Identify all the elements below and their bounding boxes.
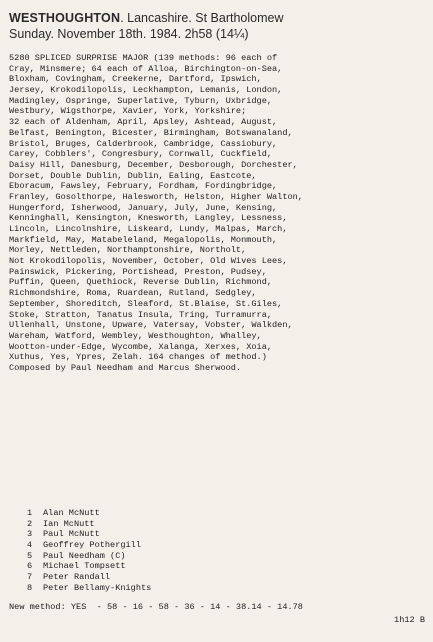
details-line: Dorset, Double Dublin, Dublin, Ealing, Eastcote, (9, 170, 257, 181)
peal-header (9, 10, 429, 42)
ringer-row (27, 508, 327, 519)
ringer-name: Michael Tompsett (43, 561, 126, 572)
bell-number: 4 (27, 540, 33, 551)
ringer-row (27, 572, 327, 583)
details-line: Kenninghall, Kensington, Knesworth, Langley, Lessness, (9, 213, 288, 224)
ringer-name: Ian McNutt (43, 518, 95, 529)
details-line: Westbury, Wigsthorpe, Xavier, York, Yorkshire; (9, 106, 247, 117)
details-line: Bloxham, Covingham, Creekerne, Dartford, Ipswich, (9, 74, 262, 85)
peal-details (9, 53, 427, 374)
bell-number: 8 (27, 582, 33, 593)
details-line: Wootton-under-Edge, Wycombe, Xalanga, Xerxes, Xoia, (9, 341, 273, 352)
ringer-name: Peter Randall (43, 572, 111, 583)
ringer-row (27, 540, 327, 551)
details-line: Bristol, Bruges, Calderbrook, Cambridge, Cassiobury, (9, 138, 278, 149)
details-line: Jersey, Krokodilopolis, Leckhampton, Lemanis, London, (9, 85, 283, 96)
band-list (27, 508, 327, 594)
bell-number: 2 (27, 518, 33, 529)
reference-code: 1h12 B (394, 615, 425, 625)
peal-footer (9, 602, 427, 625)
details-line: Madingley, Ospringe, Superlative, Tyburn, Uxbridge, (9, 95, 273, 106)
ringer-row (27, 519, 327, 530)
details-line: Stoke, Stratton, Tanatus Insula, Tring, Turramurra, (9, 309, 273, 320)
details-line: Ullenhall, Unstone, Upware, Vatersay, Vobster, Walkden, (9, 320, 293, 331)
details-line: Composed by Paul Needham and Marcus Sherwood. (9, 362, 242, 373)
details-line: Hungerford, Isherwood, January, July, June, Kensing, (9, 202, 278, 213)
date-line: Sunday. November 18th. 1984. 2h58 (14¼) (9, 27, 249, 41)
details-line: 5280 SPLICED SURPRISE MAJOR (139 methods: 96 each of (9, 53, 278, 63)
details-line: Belfast, Benington, Bicester, Birmingham, Botswanaland, (9, 127, 293, 138)
ringer-name: Alan McNutt (43, 508, 100, 518)
details-line: Xuthus, Yes, Ypres, Zelah. 164 changes of method.) (9, 352, 267, 363)
details-line: Puffin, Queen, Quethiock, Reverse Dublin, Richmond, (9, 277, 273, 288)
bell-number: 6 (27, 561, 33, 572)
details-line: Franley, Gosolthorpe, Halesworth, Helston, Higher Walton, (9, 191, 303, 202)
ringer-row (27, 583, 327, 594)
bell-number: 1 (27, 508, 33, 518)
ringer-row (27, 529, 327, 540)
bell-number: 5 (27, 550, 33, 561)
details-line: Eboracum, Fawsley, February, Fordham, Fordingbridge, (9, 181, 278, 192)
details-line: September, Shoreditch, Sleaford, St.Blaise, St.Giles, (9, 298, 283, 309)
ringer-row (27, 561, 327, 572)
details-line: Morley, Nettleden, Northamptonshire, Northolt, (9, 245, 247, 256)
details-line: Carey, Cobblers', Congresbury, Cornwall, Cuckfield, (9, 149, 273, 160)
details-line: Daisy Hill, Danesburg, December, Desborough, Dorchester, (9, 159, 298, 170)
details-line: Lincoln, Lincolnshire, Liskeard, Lundy, Malpas, March, (9, 224, 288, 234)
town-name: WESTHOUGHTON (9, 11, 121, 25)
ringer-name: Peter Bellamy-Knights (43, 582, 152, 593)
new-method-line: New method: YES - 58 - 16 - 58 - 36 - 14 - 38.14 - 14.78 (9, 602, 303, 612)
ringer-row (27, 551, 327, 562)
details-line: Markfield, May, Matabeleland, Megalopolis, Monmouth, (9, 234, 278, 245)
ringer-name: Geoffrey Pothergill (43, 540, 141, 551)
venue-line (9, 10, 429, 26)
bell-number: 7 (27, 572, 33, 583)
ringer-name: Paul McNutt (43, 529, 100, 540)
county-and-church: . Lancashire. St Bartholomew (120, 11, 284, 25)
details-line: Richmondshire, Roma, Ruardean, Rutland, Sedgley, (9, 288, 257, 299)
details-line: Painswick, Pickering, Portishead, Preston, Pudsey, (9, 266, 267, 277)
details-line: Wareham, Watford, Wembley, Westhoughton, Whalley, (9, 330, 262, 341)
details-line: Cray, Minsmere; 64 each of Alloa, Birchington-on-Sea, (9, 63, 283, 74)
ringer-name: Paul Needham (C) (43, 550, 126, 561)
details-line: 32 each of Aldenham, April, Apsley, Ashtead, August, (9, 117, 278, 128)
details-line: Not Krokodilopolis, November, October, Old Wives Lees, (9, 256, 288, 267)
bell-number: 3 (27, 529, 33, 540)
